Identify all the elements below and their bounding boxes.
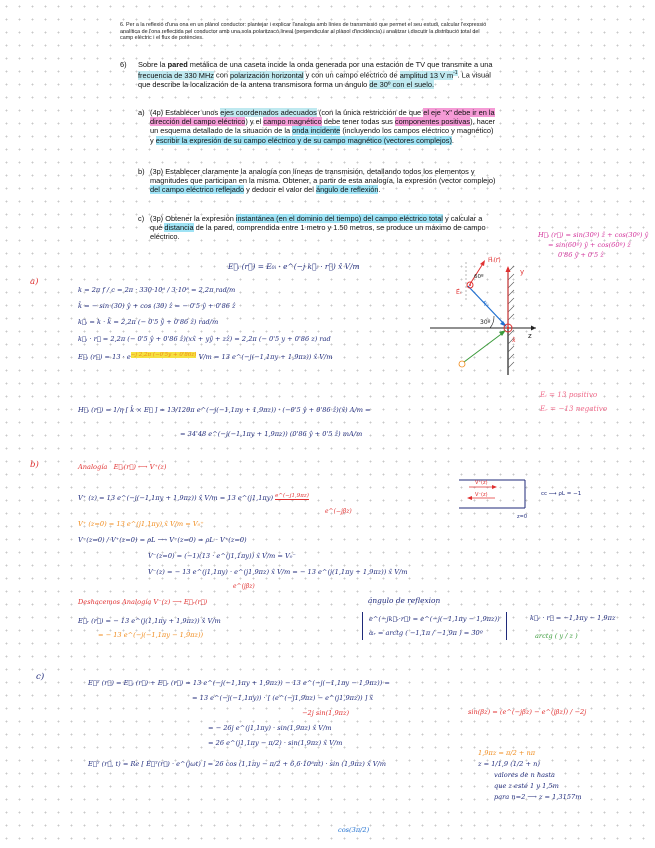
- arctg-note: arctg ( y / z ): [535, 632, 578, 640]
- hi-label: H⃗ᵢ(r⃗): [488, 257, 501, 264]
- vplus-label: V⁺(z): [475, 480, 488, 486]
- angle-30-label: 30º: [480, 319, 491, 326]
- analogy-title: Analogía E⃗ᵢ(r⃗) ⟷ V⁺(z): [78, 463, 167, 471]
- part-b-statement: (3p) Establecer claramente la analogía con líneas de transmisión, detallando todos los elementos y magnitudes que participan en la misma. Obtener, a partir de esta analogía, la expresión (vector complejo) del campo eléctrico reflejado y deducir el valor del ángulo de reflexión.: [150, 167, 496, 195]
- x-unit-label: x̂: [512, 337, 516, 344]
- sol-a-hi: H⃗ᵢ (r⃗) = 1/η [ k̂ × E⃗ ] = 13/120π e^(−j(−1,1πy + 1,9πz)) · (−0'5 ŷ + 0'86 ẑ)(x̂) A/m = = 34'48 e^(−j(−1,1πy + 1,9πz)) (0'86 ŷ + 0'5 ẑ) mA/m: [78, 406, 371, 438]
- vminus-label: V⁻(z): [475, 492, 488, 498]
- kr-dot-r: k⃗ᵣ · r⃗ = −1,1πy − 1,9πz: [530, 614, 616, 622]
- sol-c-label: c): [36, 672, 45, 682]
- sol-a-lines: k = 2π f / c = 2π · 330·10⁶ / 3·10⁸ = 2,2π rad/m k̂ = − sin (30) ŷ + cos (30) ẑ = − 0'5 ŷ + 0'86 ẑ k⃗ᵢ = k · k̂ = 2,2π (− 0'5 ŷ + 0'86 ẑ) rad/m k⃗ᵢ · r⃗ = 2,2π (− 0'5 ŷ + 0'86 ẑ)(xx̂ + yŷ + zẑ) = 2,2π (− 0'5 y + 0'86 z) rad E⃗ᵢ (r⃗) = $13 \cdot e^{-j 2,2\pi (-0'5y + 0'86z)}$ V/m = 13 e^(−j(−1,1πy + 1,9πz)) x̂ V/m: [78, 286, 333, 361]
- part-a-statement: (4p) Establecer unos ejes coordenados adecuados (con la única restricción de que el eje "x" debe ir en la dirección del campo eléctrico) y el campo magnético debe tener todas sus componentes positivas), hacer un esquema detallado de la situación de la onda incidente (incluyendo los campos eléctrico y magnético) y escribir la expresión de su campo eléctrico y de su campo magnético (vectores complejos).: [150, 108, 496, 145]
- z0-label: z=0: [517, 514, 527, 520]
- part-b-label: b): [138, 167, 145, 176]
- sign-notes: Eᵢ = 13 positivo Eᵣ = −13 negativo: [540, 390, 608, 413]
- sol-a-label: a): [30, 277, 39, 287]
- part-a-label: a): [138, 108, 145, 117]
- underbrace-label-1: e^(−jβz): [325, 508, 352, 515]
- reflection-angle-box: e^(−jk⃗ᵣ·r⃗) = e^(−j(−1,1πy − 1,9πz)) αᵣ = arctg ( −1,1π / −1,9π ) = 30º: [362, 612, 507, 640]
- undo-analogy: Deshacemos Analogía V⁻(z) ⟶ E⃗ᵣ(r⃗): [78, 598, 208, 606]
- part-c-statement: (3p) Obtener la expresión instantánea (en el dominio del tiempo) del campo eléctrico total y calcular a qué distancia de la pared, comprendida entre 1 metro y 1.50 metros, se produce un máximo de campo eléctrico.: [150, 214, 486, 242]
- short-circuit-label: cc ⟶ ρL = −1: [541, 491, 582, 497]
- sine-identity: sin(βz) = (e^(−jβz) − e^(jβz)) / −2j: [468, 708, 587, 716]
- er-lines: E⃗ᵣ (r⃗) = − 13 e^(j(1,1πy + 1,9πz)) x̂ V/m = − 13 e^(−j(−1,1πy − 1,9πz)): [78, 617, 221, 639]
- transmission-line-sketch: [455, 470, 630, 522]
- part-c-label: c): [138, 214, 145, 223]
- angle-60-label: 60º: [474, 274, 484, 280]
- reflection-angle-title: ángulo de reflexion: [368, 596, 441, 605]
- previous-question-text: 6. Per a la reflexió d'una ona en un plànol conductor: plantejar i explicar l'analogia amb línies de transmissió que permet el seu estudi, calcular l'expressió analítica de l'ona reflectida pel conductor amb una sola polaritzacó lineal (perpendicular al plànol d'incidència) i analitzar i discutir la distribució total del camp elèctric i el flux de potències.: [120, 22, 487, 42]
- sol-b-lines: V⁺ (z) = 13 e^(−j(−1,1πy + 1,9πz)) x̂ V/m = 13 e^(j1,1πy) $^{e\^{}(-j1,9\pi z)}$ V⁺ (z=0) = 13 e^(j1,1πy) x̂ V/m = V₀⁺ V⁻(z=0) / V⁺(z=0) = ρL ⟶ V⁻(z=0) = ρL · V⁺(z=0) V⁻(z=0) = (−1)(13 · e^(j1,1πy)) x̂ V/m = V₀⁻ V⁻(z) = − 13 e^(j1,1πy) · e^(j1,9πz) x̂ V/m = − 13 e^(j(1,1πy + 1,9πz)) x̂ V/m: [78, 493, 408, 577]
- problem-statement: Sobre la pared metálica de una caseta incide la onda generada por una estación de TV que transmite a una frecuencia de 330 MHz con polarización horizontal y con un campo eléctrico de amplitud 13 V $m^{-1}$. La visual que describe la localización de la antena transmisora forma un ángulo de 30º con el suelo.: [138, 60, 493, 89]
- sol-c-lines: E⃗ᵀ (r⃗) = E⃗ᵢ (r⃗) + E⃗ᵣ (r⃗) = 13 e^(−j(−1,1πy + 1,9πz)) − 13 e^(−j(−1,1πy − 1,9πz)) = = 13 e^(−j(−1,1πy)) · [ (e^(−j1,9πz) − e^(j1,9πz)) ] x̂ −2j sin(1,9πz) = − 26j e^(j1,1πy) · sin(1,9πz) x̂ V/m = 26 e^(j1,1πy − π/2) · sin(1,9πz) x̂ V/m E⃗ᵀ (r⃗, t) = Re [ E⃗ᵀ(r⃗) · e^(jωt) ] = 26 cos (1,1πy − π/2 + 6,6·10⁸πt) · sin (1,9πz) x̂ V/m: [88, 679, 390, 768]
- z-axis-label: z: [528, 332, 532, 340]
- ki-label: k⃗ᵢ: [484, 301, 489, 308]
- geometry-diagram: [428, 250, 538, 375]
- sol-b-label: b): [30, 460, 39, 470]
- y-axis-label: y: [520, 268, 525, 276]
- max-position-calc: 1,9πz = π/2 + nπ z = 1/1,9 (1/2 + n) valores de n hasta que z esté 1 y 1,5m para n=2 ⟶ z = 1,3157m: [478, 749, 582, 801]
- ei-label: E⃗ᵢ: [456, 289, 461, 296]
- hi-direction-note: H⃗ᵢ (r⃗) = sin(30º) ẑ + cos(30º) ŷ = sin(60º) ŷ + cos(60º) ẑ 0'86 ŷ + 0'5 ẑ: [538, 231, 649, 259]
- underbrace-label-2: e^(jβz): [233, 583, 255, 590]
- ei-definition: E⃗ᵢ (r⃗) = E₀ᵢ · e^(−j k⃗ᵢ · r⃗) x̂ V/m: [228, 262, 360, 271]
- cos-note: cos(3π/2): [338, 826, 370, 834]
- problem-number: 6): [120, 60, 127, 69]
